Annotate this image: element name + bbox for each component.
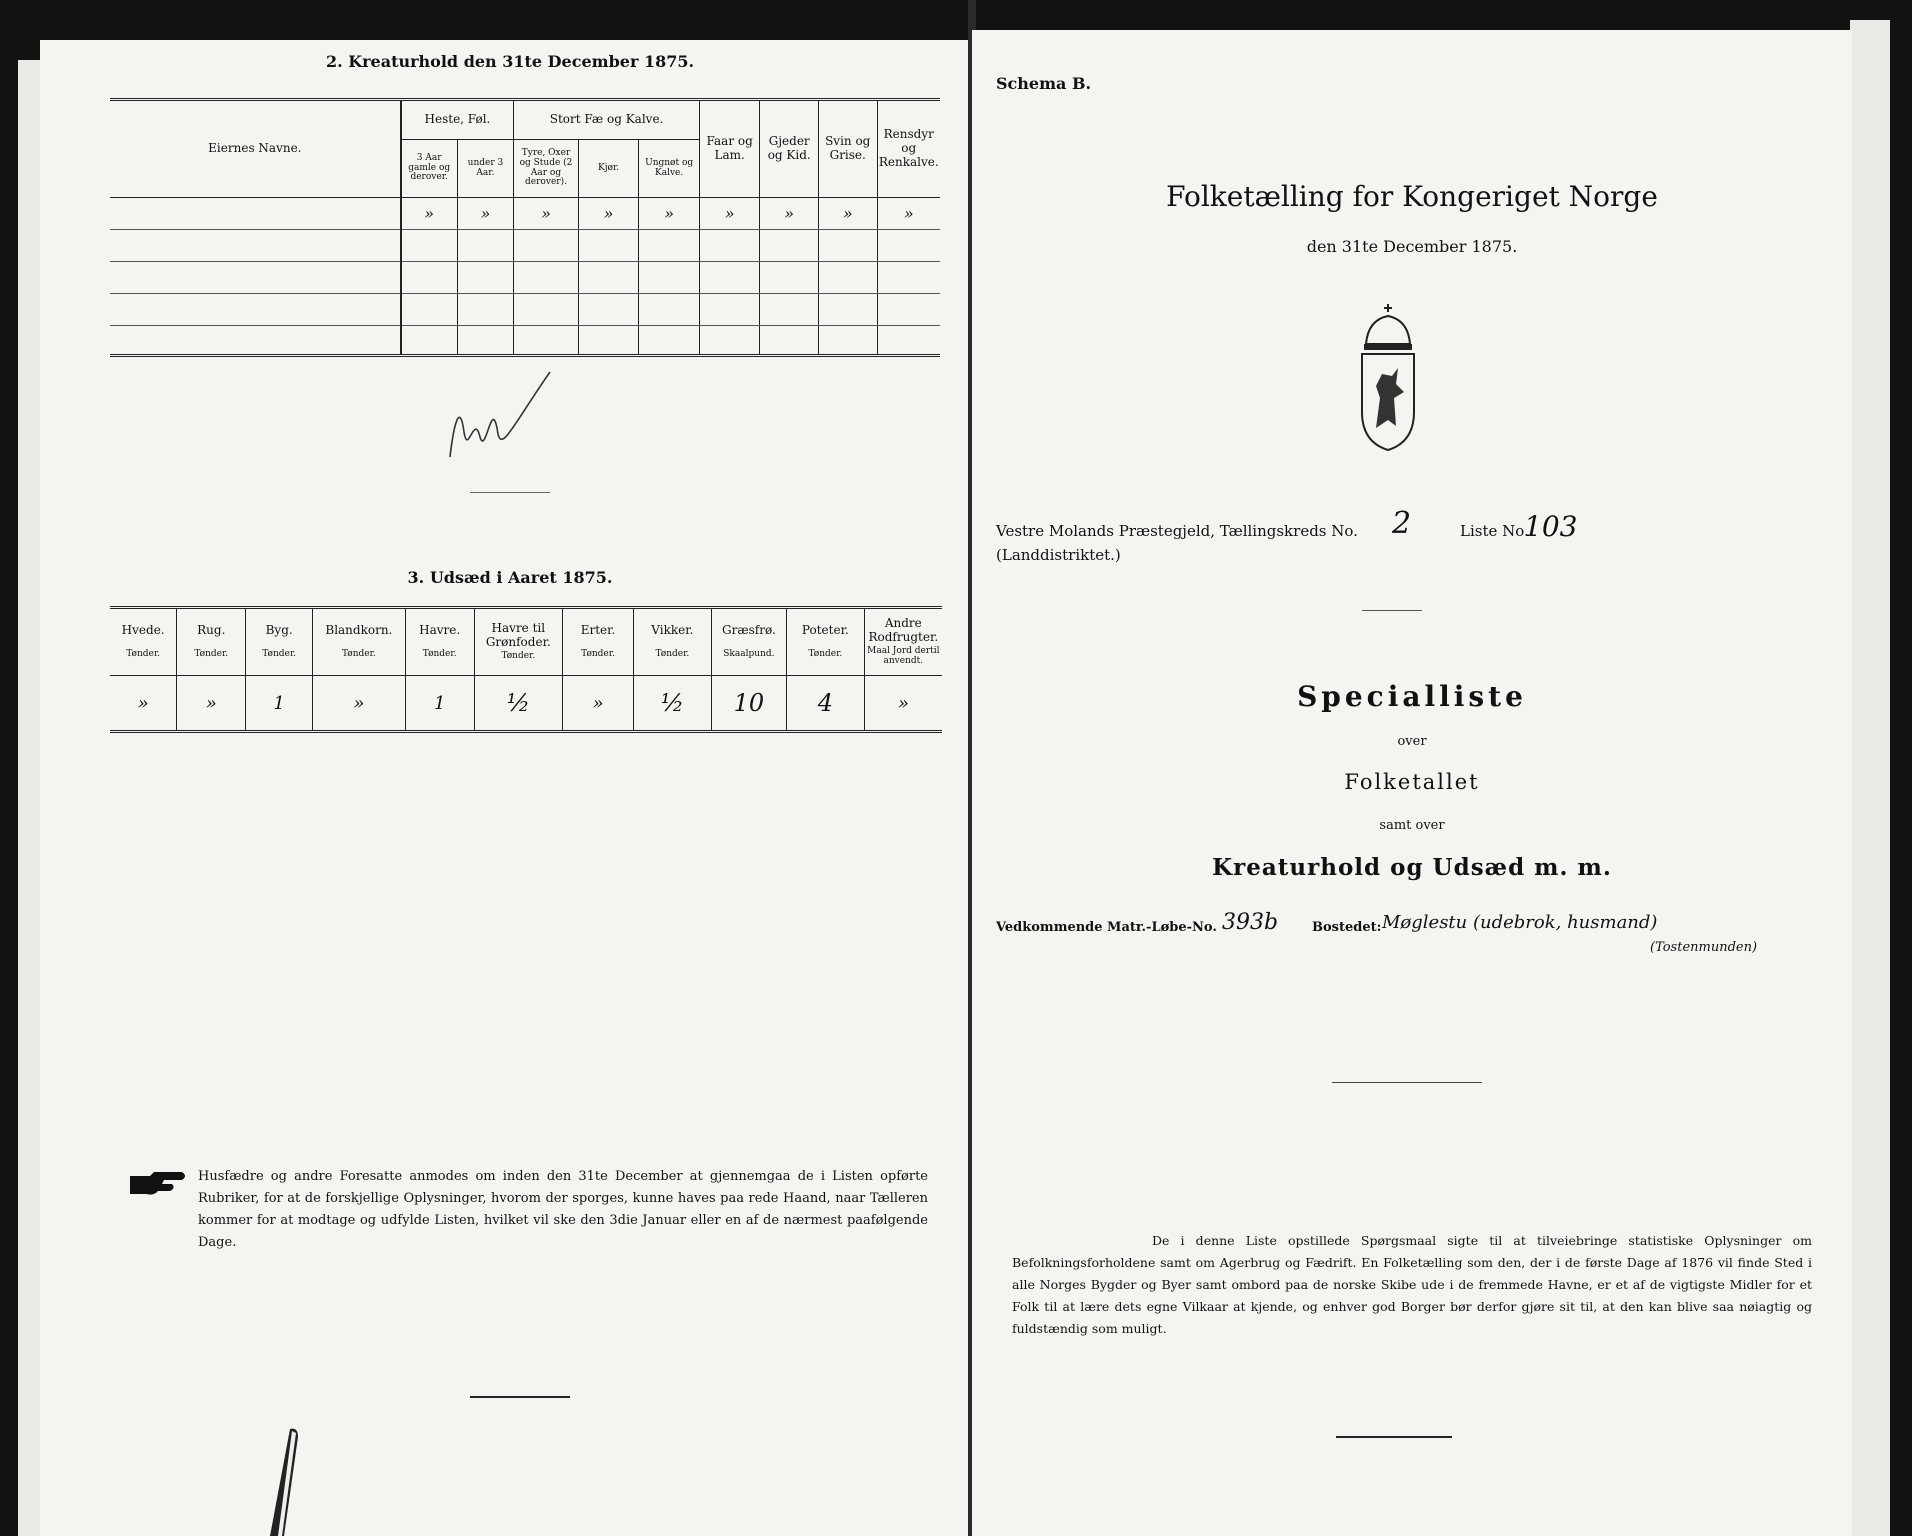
notice-text: Husfædre og andre Foresatte anmodes om inden den 31te December at gjennemgaa de i Listen opførte Rubriker, for at de forskjellige Oplysninger, hvorom der sporges, kunne haves paa rede Haand, naar Tælleren kommer for at modtage og udfylde Listen, hvilket vil ske den 3die Januar eller en af de nærmest paafølgende Dage. (198, 1169, 928, 1250)
folketallet-label: Folketallet (1344, 770, 1480, 794)
left-page (40, 40, 970, 1536)
crop-header-poteter: Poteter. Tønder. (787, 608, 865, 676)
crop-header-rodfrugter: Andre Rodfrugter. Maal Jord dertil anvendt. (864, 608, 942, 676)
crop-header-hvede: Hvede. Tønder. (110, 608, 177, 676)
livestock-cell: » (639, 198, 700, 230)
divider (1336, 1436, 1452, 1438)
district-number: 2 (1392, 506, 1412, 541)
crop-value: 1 (246, 676, 313, 732)
pen-icon (258, 1425, 308, 1536)
crop-header-vikker: Vikker. Tønder. (634, 608, 712, 676)
livestock-cell: » (818, 198, 877, 230)
livestock-cell: » (877, 198, 940, 230)
horse-young-header: under 3 Aar. (457, 140, 514, 198)
horse-group-header: Heste, Føl. (401, 100, 514, 140)
cows-header: Kjør. (578, 140, 639, 198)
livestock-cell: » (401, 198, 458, 230)
crop-header-rug: Rug. Tønder. (177, 608, 246, 676)
crop-header-byg: Byg. Tønder. (246, 608, 313, 676)
section3-title: 3. Udsæd i Aaret 1875. (407, 568, 613, 587)
right-page (972, 30, 1852, 1536)
bulls-header: Tyre, Oxer og Stude (2 Aar og derover). (514, 140, 579, 198)
livestock-cell: » (760, 198, 819, 230)
census-date: den 31te December 1875. (1306, 237, 1518, 256)
crop-value: 10 (711, 676, 786, 732)
crop-value: ½ (474, 676, 562, 732)
matr-label: Vedkommende Matr.-Løbe-No. (996, 920, 1217, 935)
divider (470, 1396, 570, 1398)
crop-value: » (563, 676, 634, 732)
divider (470, 492, 550, 493)
bostedet-value: Møglestu (udebrok, husmand) (1382, 912, 1658, 933)
bostedet-value-2: (Tostenmunden) (1650, 940, 1758, 955)
matr-number: 393b (1222, 910, 1279, 935)
crop-header-erter: Erter. Tønder. (563, 608, 634, 676)
table-row (110, 676, 942, 732)
goat-header: Gjeder og Kid. (760, 100, 819, 198)
crop-value: 4 (787, 676, 865, 732)
divider (1362, 610, 1422, 611)
divider (1332, 1082, 1482, 1083)
bostedet-label: Bostedet: (1312, 920, 1382, 935)
parish-line: Vestre Molands Præstegjeld, Tællingskreds No. (996, 522, 1358, 540)
list-label: Liste No. (1460, 522, 1529, 540)
livestock-cell: » (457, 198, 514, 230)
young-cattle-header: Ungnøt og Kalve. (639, 140, 700, 198)
livestock-cell: » (699, 198, 760, 230)
livestock-cell: » (578, 198, 639, 230)
table-row (110, 198, 940, 230)
crop-header-havre: Havre. Tønder. (405, 608, 474, 676)
over-label: over (1397, 734, 1427, 749)
specialliste-title: Specialliste (1297, 680, 1527, 713)
explanation-paragraph: De i denne Liste opstillede Spørgsmaal sigte til at tilveiebringe statistiske Oplysninger om Befolkningsforholdene samt om Agerbrug og Fædrift. En Folketælling som den, der i de første Dage af 1876 vil finde Sted i alle Norges Bygder og Byer samt ombord paa de norske Skibe ude i de fremmede Havne, er et af de vigtigste Midler for et Folk til at lære dets egne Vilkaar at kjende, og enhver god Borger bør derfor gjøre sit til, at den kan blive saa nøiagtig og fuldstændig som muligt. (1012, 1233, 1812, 1336)
crop-header-blandkorn: Blandkorn. Tønder. (313, 608, 406, 676)
census-title: Folketælling for Kongeriget Norge (1166, 180, 1658, 213)
crop-value: » (177, 676, 246, 732)
crops-table (110, 606, 942, 733)
crop-value: » (110, 676, 177, 732)
sheep-header: Faar og Lam. (699, 100, 760, 198)
horse-old-header: 3 Aar gamle og derover. (401, 140, 458, 198)
list-number: 103 (1524, 510, 1578, 543)
coat-of-arms-icon (1352, 302, 1424, 452)
page-stack-right (1850, 20, 1890, 1536)
crop-header-gronfoder: Havre til Grønfoder. Tønder. (474, 608, 562, 676)
crop-value: » (897, 692, 909, 714)
crop-header-graesfro: Græsfrø. Skaalpund. (711, 608, 786, 676)
kreaturhold-subtitle: Kreaturhold og Udsæd m. m. (1212, 854, 1612, 881)
crop-value: 1 (405, 676, 474, 732)
pointing-hand-icon (128, 1170, 190, 1198)
section2-title: 2. Kreaturhold den 31te December 1875. (325, 52, 695, 71)
pig-header: Svin og Grise. (818, 100, 877, 198)
schema-label: Schema B. (996, 74, 1092, 93)
cattle-group-header: Stort Fæ og Kalve. (514, 100, 700, 140)
crop-value: ½ (634, 676, 712, 732)
landdistrikt-label: (Landdistriktet.) (996, 546, 1121, 564)
livestock-cell: » (514, 198, 579, 230)
reindeer-header: Rensdyr og Renkalve. (877, 100, 940, 198)
owner-col-header: Eiernes Navne. (110, 100, 401, 198)
samt-over-label: samt over (1379, 818, 1445, 833)
livestock-table (110, 98, 940, 357)
handwritten-flourish (440, 362, 560, 472)
crop-value: » (313, 676, 406, 732)
